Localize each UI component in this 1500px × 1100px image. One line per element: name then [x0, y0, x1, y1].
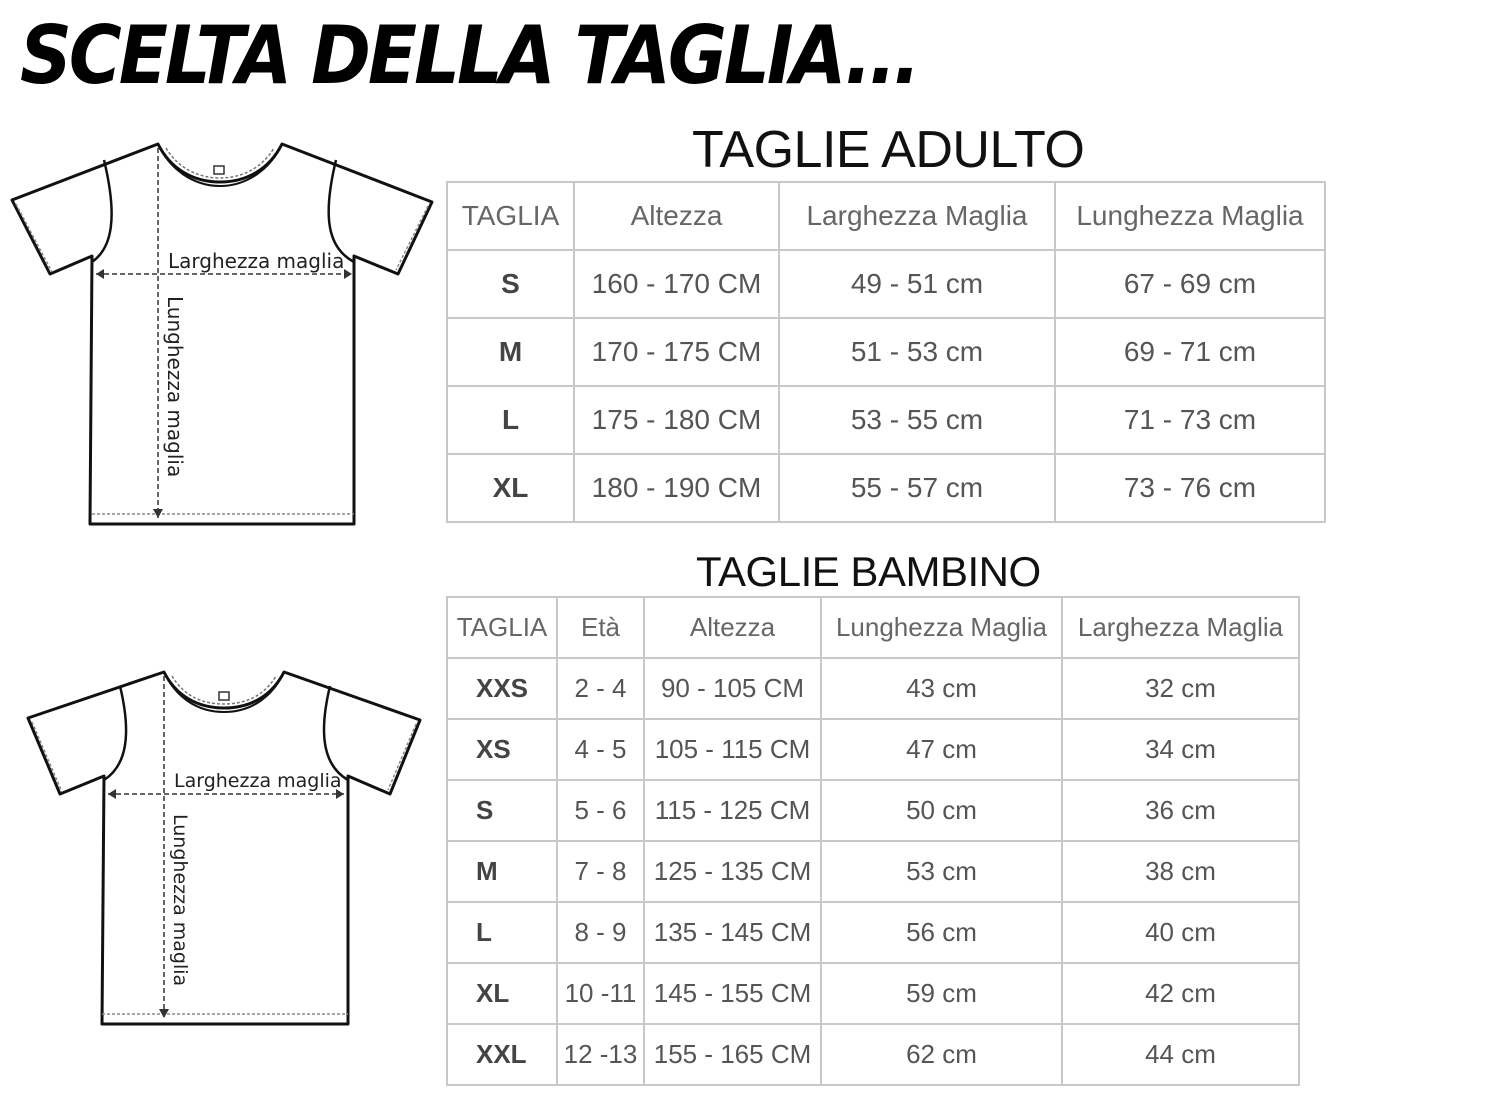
width-cell: 55 - 57 cm — [779, 454, 1055, 522]
size-cell: S — [447, 250, 574, 318]
age-cell: 12 -13 — [557, 1024, 644, 1085]
width-cell: 49 - 51 cm — [779, 250, 1055, 318]
width-cell: 40 cm — [1062, 902, 1299, 963]
length-cell: 53 cm — [821, 841, 1062, 902]
tshirt-icon — [22, 666, 426, 1030]
table-header-row — [447, 182, 1325, 250]
length-cell: 47 cm — [821, 719, 1062, 780]
length-cell: 73 - 76 cm — [1055, 454, 1325, 522]
column-header: TAGLIA — [447, 182, 574, 250]
size-cell: M — [447, 318, 574, 386]
size-cell: XXS — [447, 658, 557, 719]
width-cell: 36 cm — [1062, 780, 1299, 841]
column-header: Larghezza Maglia — [1062, 597, 1299, 658]
column-header: TAGLIA — [447, 597, 557, 658]
width-cell: 44 cm — [1062, 1024, 1299, 1085]
age-cell: 8 - 9 — [557, 902, 644, 963]
size-cell: S — [447, 780, 557, 841]
length-cell: 56 cm — [821, 902, 1062, 963]
width-cell: 38 cm — [1062, 841, 1299, 902]
table-row — [447, 658, 1299, 719]
length-cell: 71 - 73 cm — [1055, 386, 1325, 454]
width-cell: 51 - 53 cm — [779, 318, 1055, 386]
adult-size-table — [446, 181, 1326, 523]
height-cell: 180 - 190 CM — [574, 454, 779, 522]
column-header: Altezza — [644, 597, 821, 658]
width-cell: 32 cm — [1062, 658, 1299, 719]
tshirt-diagram-kid — [22, 666, 426, 1030]
table-row — [447, 963, 1299, 1024]
width-label: Larghezza maglia — [168, 249, 345, 273]
column-header: Età — [557, 597, 644, 658]
column-header: Lunghezza Maglia — [821, 597, 1062, 658]
tshirt-diagram-adult — [8, 138, 438, 530]
tshirt-icon — [8, 138, 438, 530]
length-cell: 69 - 71 cm — [1055, 318, 1325, 386]
size-cell: M — [447, 841, 557, 902]
column-header: Lunghezza Maglia — [1055, 182, 1325, 250]
height-cell: 105 - 115 CM — [644, 719, 821, 780]
height-cell: 170 - 175 CM — [574, 318, 779, 386]
height-cell: 145 - 155 CM — [644, 963, 821, 1024]
height-cell: 160 - 170 CM — [574, 250, 779, 318]
size-cell: L — [447, 386, 574, 454]
length-label: Lunghezza maglia — [163, 296, 187, 478]
length-cell: 62 cm — [821, 1024, 1062, 1085]
table-row — [447, 841, 1299, 902]
age-cell: 2 - 4 — [557, 658, 644, 719]
size-cell: XXL — [447, 1024, 557, 1085]
height-cell: 155 - 165 CM — [644, 1024, 821, 1085]
kid-size-table — [446, 596, 1300, 1086]
age-cell: 5 - 6 — [557, 780, 644, 841]
size-cell: L — [447, 902, 557, 963]
table-row — [447, 719, 1299, 780]
length-label: Lunghezza maglia — [169, 814, 191, 987]
height-cell: 115 - 125 CM — [644, 780, 821, 841]
height-cell: 90 - 105 CM — [644, 658, 821, 719]
height-cell: 175 - 180 CM — [574, 386, 779, 454]
width-label: Larghezza maglia — [174, 770, 342, 792]
width-cell: 34 cm — [1062, 719, 1299, 780]
height-cell: 125 - 135 CM — [644, 841, 821, 902]
table-header-row — [447, 597, 1299, 658]
table-row — [447, 318, 1325, 386]
age-cell: 10 -11 — [557, 963, 644, 1024]
width-cell: 42 cm — [1062, 963, 1299, 1024]
table-row — [447, 250, 1325, 318]
length-cell: 67 - 69 cm — [1055, 250, 1325, 318]
size-cell: XL — [447, 963, 557, 1024]
kid-sizes-title: TAGLIE BAMBINO — [696, 548, 1041, 595]
length-cell: 50 cm — [821, 780, 1062, 841]
column-header: Larghezza Maglia — [779, 182, 1055, 250]
table-row — [447, 780, 1299, 841]
size-cell: XS — [447, 719, 557, 780]
length-cell: 59 cm — [821, 963, 1062, 1024]
height-cell: 135 - 145 CM — [644, 902, 821, 963]
table-row — [447, 386, 1325, 454]
column-header: Altezza — [574, 182, 779, 250]
table-row — [447, 454, 1325, 522]
width-cell: 53 - 55 cm — [779, 386, 1055, 454]
adult-sizes-title: TAGLIE ADULTO — [692, 121, 1085, 179]
page-title: SCELTA DELLA TAGLIA... — [20, 8, 918, 103]
age-cell: 4 - 5 — [557, 719, 644, 780]
length-cell: 43 cm — [821, 658, 1062, 719]
table-row — [447, 902, 1299, 963]
age-cell: 7 - 8 — [557, 841, 644, 902]
table-row — [447, 1024, 1299, 1085]
size-cell: XL — [447, 454, 574, 522]
